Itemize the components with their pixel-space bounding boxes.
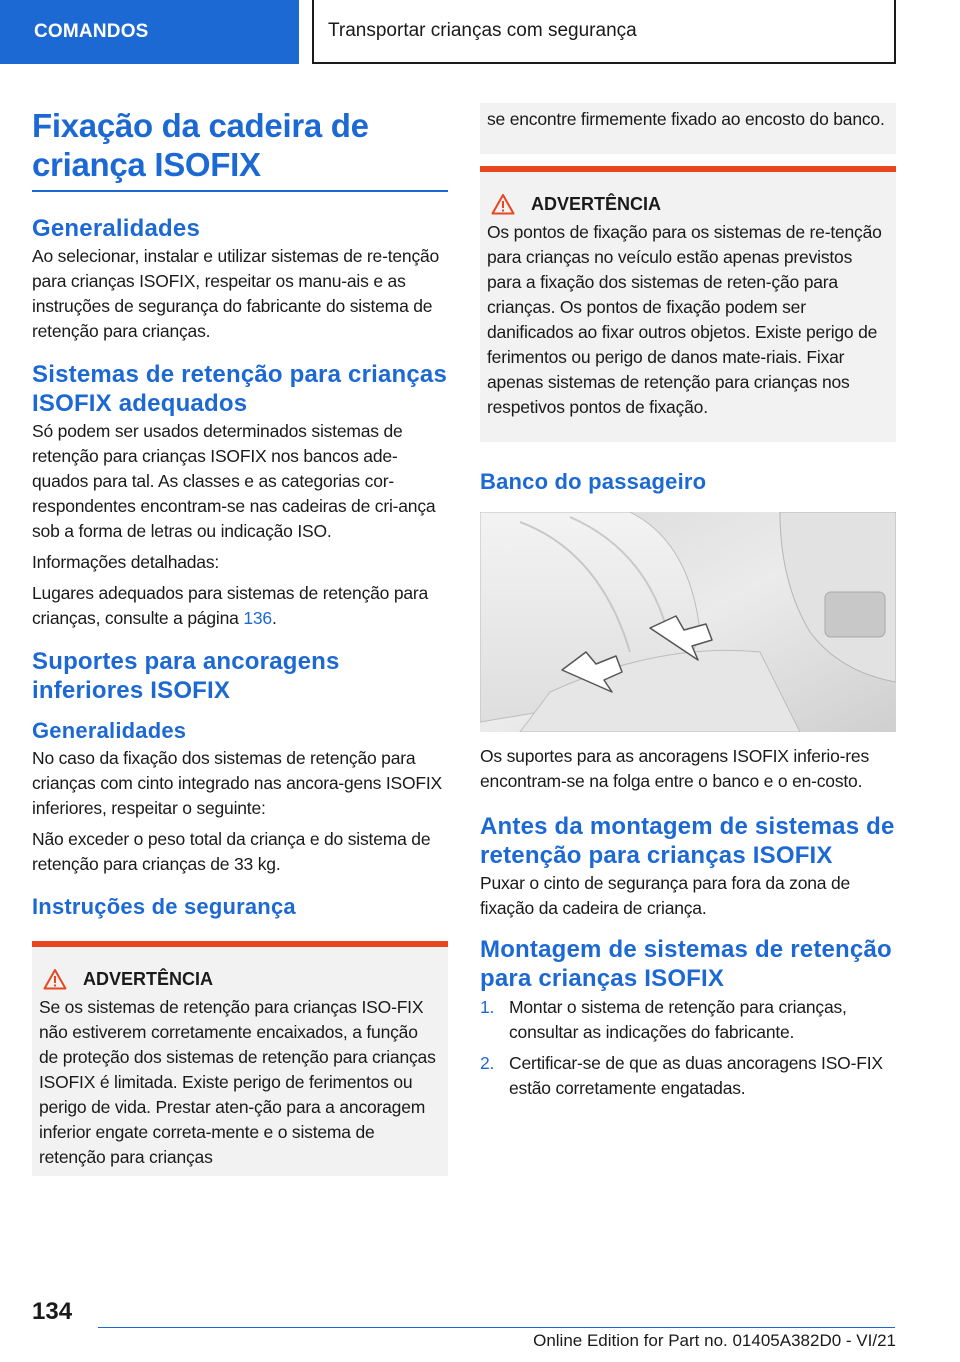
list-item xyxy=(480,995,896,1045)
step-number: 2. xyxy=(480,1053,495,1073)
sistemas-text: Só podem ser usados determinados sistemas de retenção para crianças ISOFIX nos bancos ade-quados para tal. As classes e as categorias cor-respondentes encontram-se nas cadeiras de cri-ança sob a forma de letras ou indicação ISO. xyxy=(32,421,436,541)
generalidades2-heading: Generalidades xyxy=(32,718,187,743)
lugares-text-body: Lugares adequados para sistemas de retenção para crianças, consulte a página xyxy=(32,583,429,628)
info-label: Informações detalhadas: xyxy=(32,552,220,572)
chapter-title-box xyxy=(312,0,896,64)
section-label: COMANDOS xyxy=(34,21,149,42)
step-text: Certificar-se de que as duas ancoragens ISO-FIX estão corretamente engatadas. xyxy=(509,1053,883,1098)
warning-triangle-icon xyxy=(43,968,67,990)
warning-text-2: Os pontos de fixação para os sistemas de re-tenção para crianças no veículo estão apenas previstos para a fixação dos sistemas de reten-ção para crianças. Os pontos de fixação podem ser danificados ao fixar outros objetos. Existe perigo de ferimentos ou perigo de danos mate-riais. Fixar apenas sistemas de retenção para crianças nos respetivos pontos de fixação. xyxy=(487,222,882,417)
generalidades-text: Ao selecionar, instalar e utilizar sistemas de re-tenção para crianças ISOFIX, respeitar os manu-ais e as instruções de segurança do fabricante do sistema de retenção para crianças. xyxy=(32,246,440,341)
antes-heading: Antes da montagem de sistemas de retenção para crianças ISOFIX xyxy=(480,813,895,869)
banco-heading: Banco do passageiro xyxy=(480,469,707,494)
warning-header-1 xyxy=(39,967,441,991)
antes-text: Puxar o cinto de segurança para fora da zona de fixação da cadeira de criança. xyxy=(480,873,851,918)
warning-header-2 xyxy=(487,192,889,216)
peso-text: Não exceder o peso total da criança e do sistema de retenção para crianças de 33 kg. xyxy=(32,829,431,874)
main-title: Fixação da cadeira de criança ISOFIX xyxy=(32,107,369,183)
warning-box-1 xyxy=(32,941,448,1176)
title-rule xyxy=(32,190,448,192)
lugares-text-end: . xyxy=(271,608,277,628)
warning-title-2: ADVERTÊNCIA xyxy=(531,194,662,214)
edition-text: Online Edition for Part no. 01405A382D0 - VI/21 xyxy=(533,1331,896,1350)
warning-box-2 xyxy=(480,166,896,442)
page-number: 134 xyxy=(32,1298,73,1325)
montagem-heading: Montagem de sistemas de retenção para crianças ISOFIX xyxy=(480,936,892,992)
suportes-heading: Suportes para ancoragens inferiores ISOFIX xyxy=(32,648,340,704)
image-caption: Os suportes para as ancoragens ISOFIX inferio-res encontram-se na folga entre o banco e o en-costo. xyxy=(480,746,869,791)
section-tab xyxy=(0,0,299,64)
steps-list xyxy=(480,995,896,1101)
step-number: 1. xyxy=(480,997,495,1017)
step-text: Montar o sistema de retenção para crianças, consultar as indicações do fabricante. xyxy=(509,997,847,1042)
instrucoes-heading: Instruções de segurança xyxy=(32,894,296,919)
warning-title-1: ADVERTÊNCIA xyxy=(83,969,214,989)
sistemas-heading: Sistemas de retenção para crianças ISOFIX adequados xyxy=(32,361,448,417)
seat-illustration xyxy=(480,512,896,732)
footer-rule xyxy=(98,1327,895,1328)
generalidades-heading: Generalidades xyxy=(32,215,201,242)
generalidades2-text: No caso da fixação dos sistemas de retenção para crianças com cinto integrado nas ancora-gens ISOFIX inferiores, respeitar o seguinte: xyxy=(32,748,443,818)
chapter-title: Transportar crianças com segurança xyxy=(328,20,637,41)
list-item xyxy=(480,1051,896,1101)
left-column xyxy=(32,100,448,1176)
lugares-text xyxy=(32,581,448,631)
right-column xyxy=(480,103,896,1101)
seat-isofix-image xyxy=(480,512,896,732)
page-link[interactable]: 136 xyxy=(243,608,272,628)
warning-triangle-icon xyxy=(491,193,515,215)
warning-text-1: Se os sistemas de retenção para crianças ISO-FIX não estiverem corretamente encaixados, a função de proteção dos sistemas de retenção para crianças ISOFIX é limitada. Existe perigo de ferimentos ou perigo de vida. Prestar aten-ção para a ancoragem inferior engate correta-mente e o sistema de retenção para crianças xyxy=(39,997,436,1167)
warning-text-1-cont: se encontre firmemente fixado ao encosto do banco. xyxy=(487,109,885,129)
warning-box-1-continued xyxy=(480,103,896,154)
